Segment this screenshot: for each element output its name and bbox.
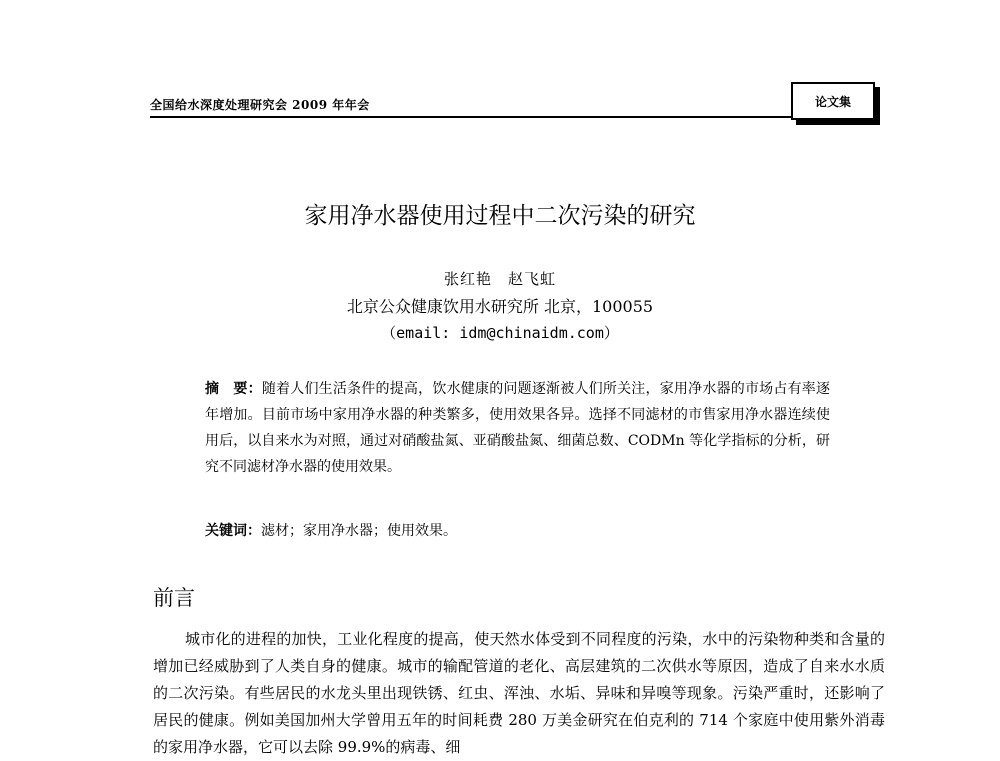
proceedings-badge <box>791 82 875 120</box>
paper-title: 家用净水器使用过程中二次污染的研究 <box>304 203 696 229</box>
keywords <box>205 520 830 540</box>
body-paragraph: 城市化的进程的加快，工业化程度的提高，使天然水体受到不同程度的污染，水中的污染物种类和含量的增加已经威胁到了人类自身的健康。城市的输配管道的老化、高层建筑的二次供水等原因，造成了自来水水质的二次污染。有些居民的水龙头里出现铁锈、红虫、浑浊、水垢、异味和异嗅等现象。污染严重时，还影响了居民的健康。例如美国加州大学曾用五年的时间耗费 280 万美金研究在伯克利的 714 个家庭中使用紫外消毒的家用净水器，它可以去除 99.9%的病毒、细 <box>153 630 885 756</box>
authors: 张红艳 赵飞虹 <box>443 270 556 288</box>
email: （email: idm@chinaidm.com） <box>381 324 619 342</box>
header-rule <box>150 116 878 118</box>
keywords-label: 关键词： <box>205 523 261 539</box>
abstract-label: 摘 要： <box>205 381 262 397</box>
affiliation: 北京公众健康饮用水研究所 北京，100055 <box>346 297 654 316</box>
abstract <box>205 376 830 480</box>
running-header-title: 全国给水深度处理研究会 2009 年年会 <box>150 98 370 112</box>
abstract-text: 随着人们生活条件的提高，饮水健康的问题逐渐被人们所关注，家用净水器的市场占有率逐年增加。目前市场中家用净水器的种类繁多，使用效果各异。选择不同滤材的市售家用净水器连续使用后，以自来水为对照，通过对硝酸盐氮、亚硝酸盐氮、细菌总数、CODMn 等化学指标的分析，研究不同滤材净水器的使用效果。 <box>205 381 831 475</box>
keywords-text: 滤材；家用净水器；使用效果。 <box>261 523 457 539</box>
section-heading: 前言 <box>153 586 195 610</box>
badge-label: 论文集 <box>814 94 851 109</box>
